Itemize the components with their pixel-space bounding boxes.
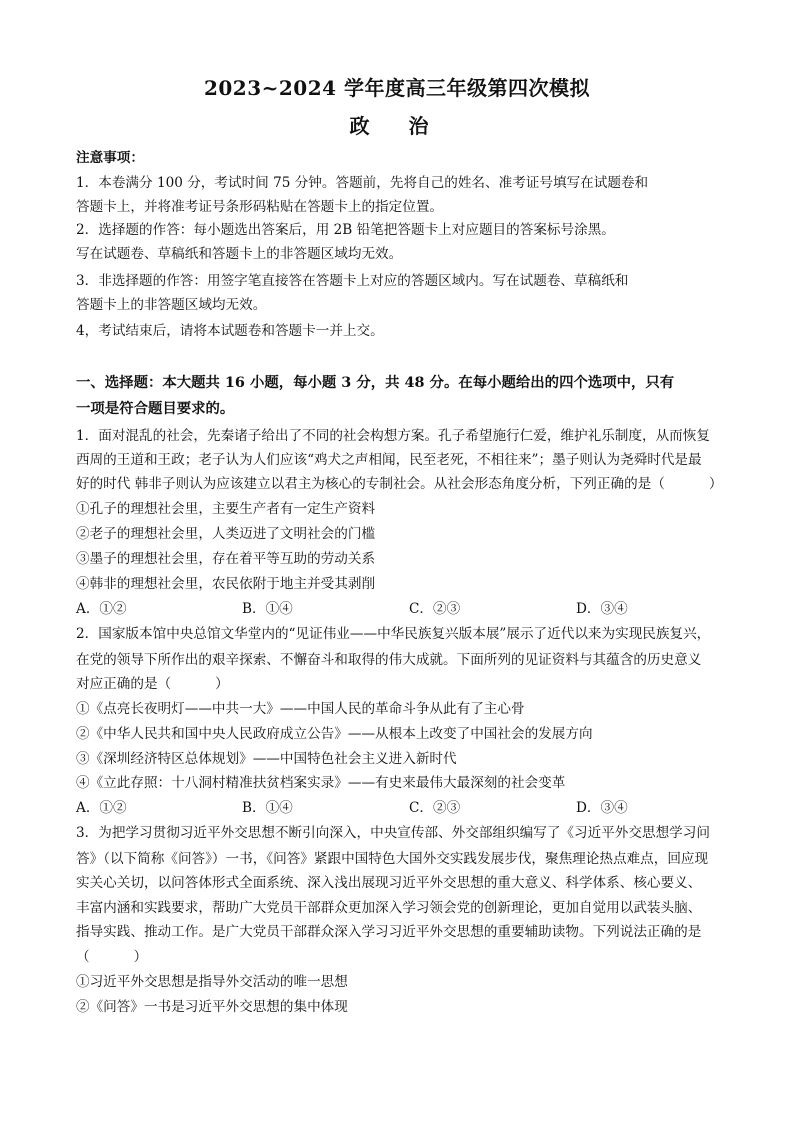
question-2-item: ③《深圳经济特区总体规划》——中国特色社会主义进入新时代	[76, 751, 457, 767]
notice-line: 3．非选择题的作答：用签字笔直接答在答题卡上对应的答题区域内。写在试题卷、草稿纸和	[76, 273, 629, 289]
notice-line: 答题卡上，并将准考证号条形码粘贴在答题卡上的指定位置。	[76, 199, 444, 215]
section-heading: 一、选择题：本大题共 16 小题，每小题 3 分，共 48 分。在每小题给出的四个选项中，只有	[76, 374, 675, 391]
question-3-item: ②《问答》一书是习近平外交思想的集中体现	[76, 999, 348, 1015]
option-c: C．②③	[409, 601, 461, 617]
question-2-text: 对应正确的是（ ）	[76, 676, 229, 692]
option-a: A．①②	[76, 601, 127, 617]
notice-line: 写在试题卷、草稿纸和答题卡上的非答题区域均无效。	[76, 246, 403, 262]
notice-heading: 注意事项：	[76, 150, 144, 166]
question-3-text: 指导实践、推动工作。是广大党员干部群众深入学习习近平外交思想的重要辅助读物。下列说法正确的是	[76, 924, 702, 940]
question-1-item: ②老子的理想社会里，人类迈进了文明社会的门槛	[76, 526, 376, 542]
question-1-text: 好的时代 韩非子则认为应该建立以君主为核心的专制社会。从社会形态角度分析，下列正确的是（ ）	[76, 476, 723, 492]
notice-line: 2．选择题的作答：每小题选出答案后，用 2B 铅笔把答题卡上对应题目的答案标号涂黑。	[76, 222, 615, 238]
question-2-item: ②《中华人民共和国中央人民政府成立公告》——从根本上改变了中国社会的发展方向	[76, 726, 593, 742]
option-d: D．③④	[576, 601, 628, 617]
answer-blank: ）	[215, 676, 229, 692]
option-a: A．①②	[76, 800, 127, 816]
option-c: C．②③	[409, 800, 461, 816]
notice-line: 1．本卷满分 100 分，考试时间 75 分钟。答题前，先将自己的姓名、准考证号填写在试题卷和	[76, 175, 649, 191]
option-d: D．③④	[576, 800, 628, 816]
notice-line: 4，考试结束后，请将本试题卷和答题卡一并上交。	[76, 323, 384, 339]
question-1-item: ④韩非的理想社会里，农民依附于地主并受其剥削	[76, 576, 376, 592]
question-1-item: ③墨子的理想社会里，存在着平等互助的劳动关系	[76, 551, 376, 567]
question-3-item: ①习近平外交思想是指导外交活动的唯一思想	[76, 974, 348, 990]
question-2-item: ①《点亮长夜明灯——中共一大》——中国人民的革命斗争从此有了主心骨	[76, 701, 525, 717]
question-1-item: ①孔子的理想社会里，主要生产者有一定生产资料	[76, 501, 376, 517]
question-1-text: 1．面对混乱的社会，先秦诸子给出了不同的社会构想方案。孔子希望施行仁爱，维护礼乐制度，从而恢复	[76, 428, 710, 444]
section-heading: 一项是符合题目要求的。	[76, 400, 235, 417]
question-2-text: 在党的领导下所作出的艰辛探索、不懈奋斗和取得的伟大成就。下面所列的见证资料与其蕴含的历史意义	[76, 652, 702, 668]
question-2-item: ④《立此存照：十八洞村精准扶贫档案实录》——有史来最伟大最深刻的社会变革	[76, 775, 566, 791]
question-2-text: 2．国家版本馆中央总馆文华堂内的“见证伟业——中华民族复兴版本展”展示了近代以来为实现民族复兴，	[76, 626, 711, 642]
answer-blank: ）	[708, 476, 723, 492]
question-3-text: 丰富内涵和实践要求，帮助广大党员干部群众更加深入学习领会党的创新理论，更加自觉用以武装头脑、	[76, 900, 702, 916]
option-b: B．①④	[242, 800, 293, 816]
subject-title: 政 治	[349, 114, 445, 138]
exam-title: 2023~2024 学年度高三年级第四次模拟	[203, 76, 591, 100]
notice-line: 答题卡上的非答题区域均无效。	[76, 297, 267, 313]
question-1-text: 西周的王道和王政；老子认为人们应该“鸡犬之声相闻，民至老死，不相往来”；墨子则认为尧舜时代是最	[76, 452, 702, 468]
answer-blank: （ ）	[76, 949, 148, 965]
question-3-text: 答》（以下简称《问答》）一书，《问答》紧跟中国特色大国外交实践发展步伐，聚焦理论热点难点，回应现	[76, 851, 709, 867]
question-3-text: 实关心关切，以问答体形式全面系统、深入浅出展现习近平外交思想的重大意义、科学体系、核心要义、	[76, 875, 702, 891]
option-b: B．①④	[242, 601, 293, 617]
question-3-text: 3．为把学习贯彻习近平外交思想不断引向深入，中央宣传部、外交部组织编写了《习近平外交思想学习问	[76, 825, 710, 841]
